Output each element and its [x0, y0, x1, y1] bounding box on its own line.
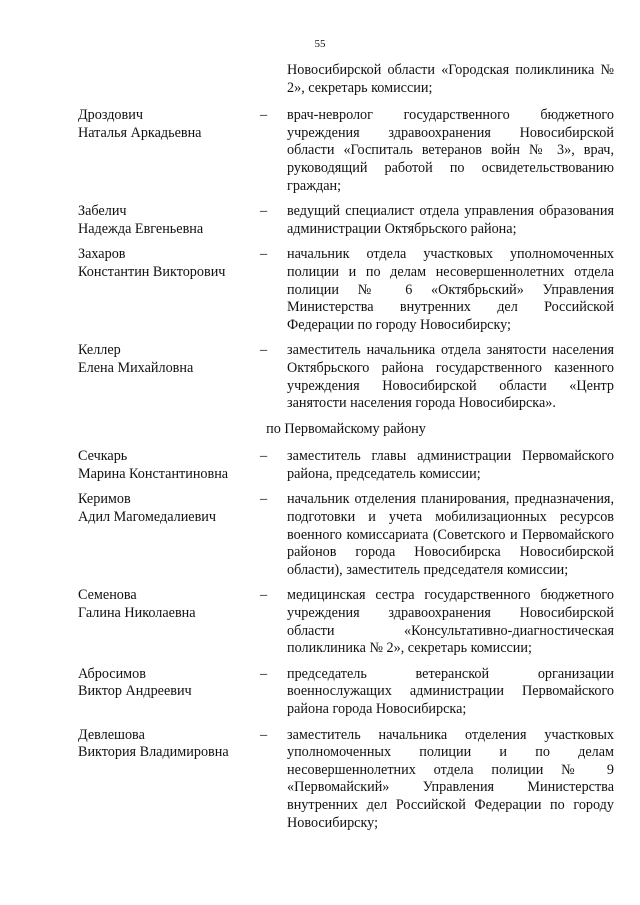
list-item	[78, 203, 614, 238]
member-name	[78, 62, 260, 97]
member-description: председатель ветеранской организации военнослужащих администрации Первомайского района города Новосибирска;	[287, 665, 614, 717]
dash: –	[260, 107, 268, 124]
member-given-name: Галина Николаевна	[78, 605, 196, 622]
member-surname: Девлешова	[78, 726, 145, 743]
dash: –	[260, 491, 268, 508]
member-given-name: Константин Викторович	[78, 263, 226, 280]
member-description: Новосибирской области «Городская поликлиника № 2», секретарь комиссии;	[287, 62, 614, 96]
member-name	[78, 587, 260, 657]
member-given-name: Марина Константиновна	[78, 465, 229, 482]
member-description: медицинская сестра государственного бюджетного учреждения здравоохранения Новосибирской области «Консультативно-диагностическая поликлиника № 2», секретарь комиссии;	[287, 587, 614, 657]
member-surname: Келлер	[78, 342, 121, 359]
list-item	[78, 246, 614, 334]
member-surname: Дроздович	[78, 107, 143, 124]
member-surname: Керимов	[78, 491, 131, 508]
list-item	[78, 727, 614, 833]
member-given-name: Виктор Андреевич	[78, 683, 192, 700]
member-given-name: Надежда Евгеньевна	[78, 220, 204, 237]
list-item	[78, 342, 614, 412]
member-description: заместитель начальника отделения участковых уполномоченных полиции и по делам несовершеннолетних отдела полиции № 9 «Первомайский» Управления Министерства внутренних дел Российской Федерации по городу Новосибирску;	[287, 726, 614, 831]
member-given-name: Елена Михайловна	[78, 359, 194, 376]
dash: –	[260, 726, 268, 743]
member-description: ведущий специалист отдела управления образования администрации Октябрьского района;	[287, 203, 614, 237]
list-item	[78, 666, 614, 719]
member-group-oktyabrsky	[78, 107, 614, 413]
member-group-pervomaysky	[78, 448, 614, 832]
member-surname: Семенова	[78, 587, 137, 604]
member-given-name: Наталья Аркадьевна	[78, 124, 202, 141]
member-name	[78, 342, 260, 412]
dash: –	[260, 203, 268, 220]
member-description: врач-невролог государственного бюджетного учреждения здравоохранения Новосибирской области «Госпиталь ветеранов войн № 3», врач, руководящий работой по освидетельствованию граждан;	[287, 107, 614, 194]
member-surname: Забелич	[78, 203, 127, 220]
list-item	[78, 491, 614, 579]
member-surname: Захаров	[78, 246, 126, 263]
page-number: 55	[314, 38, 326, 50]
member-name	[78, 203, 260, 238]
district-heading: по Первомайскому району	[266, 420, 426, 437]
dash: –	[260, 587, 268, 604]
member-name	[78, 448, 260, 483]
commission-list	[78, 62, 614, 840]
list-item	[78, 448, 614, 483]
list-item-continuation	[78, 62, 614, 97]
member-description: начальник отделения планирования, предназначения, подготовки и учета мобилизационных ресурсов военного комиссариата (Советского и Первомайского районов города Новосибирска Новосибирской области), заместитель председателя комиссии;	[287, 491, 614, 578]
dash: –	[260, 665, 268, 682]
member-surname: Абросимов	[78, 665, 146, 682]
dash	[260, 62, 287, 97]
member-surname: Сечкарь	[78, 448, 128, 465]
member-name	[78, 246, 260, 334]
member-description: заместитель начальника отдела занятости населения Октябрьского района государственного казенного учреждения Новосибирской области «Центр занятости населения города Новосибирска».	[287, 342, 614, 412]
dash: –	[260, 342, 268, 359]
member-given-name: Адил Магомедалиевич	[78, 509, 217, 526]
dash: –	[260, 246, 268, 263]
member-name	[78, 491, 260, 579]
member-description: заместитель главы администрации Первомайского района, председатель комиссии;	[287, 448, 614, 482]
list-item	[78, 107, 614, 195]
member-name	[78, 107, 260, 195]
member-name	[78, 666, 260, 719]
dash: –	[260, 448, 268, 465]
member-name	[78, 727, 260, 833]
member-given-name: Виктория Владимировна	[78, 744, 229, 761]
member-description: начальник отдела участковых уполномоченных полиции и по делам несовершеннолетних отдела полиции № 6 «Октябрьский» Управления Министерства внутренних дел Российской Федерации по городу Новосибирску;	[287, 246, 614, 333]
list-item	[78, 587, 614, 657]
